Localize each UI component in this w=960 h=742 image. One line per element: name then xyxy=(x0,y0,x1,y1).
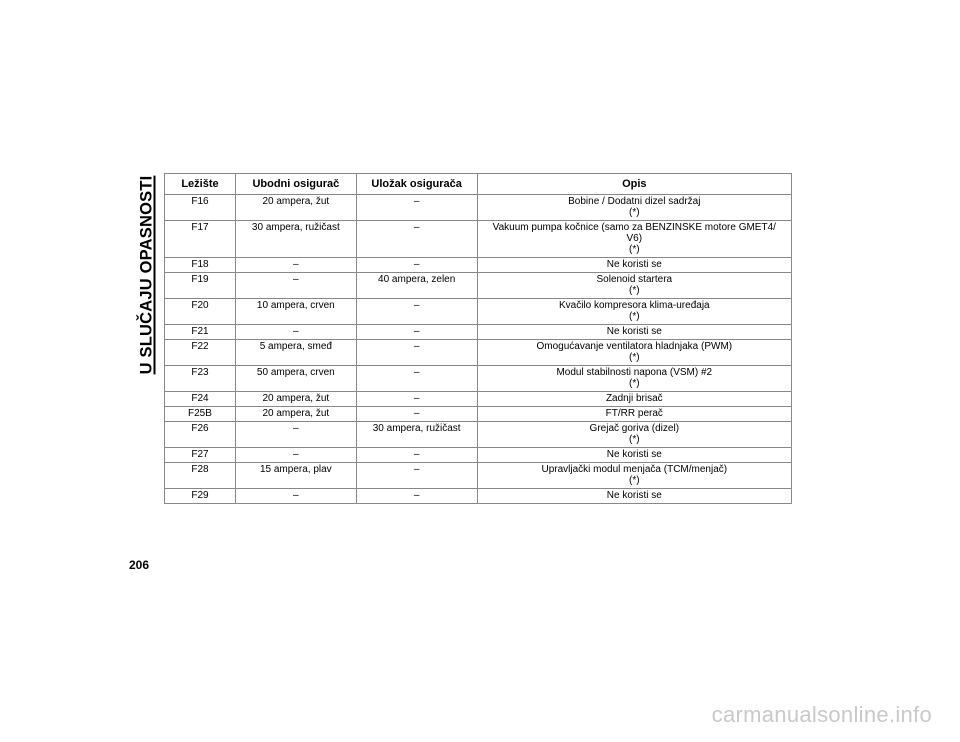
cell-description xyxy=(477,489,791,504)
description-line: Ne koristi se xyxy=(606,490,662,501)
cell-blade-fuse: – xyxy=(235,448,356,463)
page-number: 206 xyxy=(129,558,150,572)
description-line: (*) xyxy=(629,352,640,363)
table-row xyxy=(165,340,792,366)
table-row xyxy=(165,489,792,504)
cell-cartridge-fuse: – xyxy=(356,463,477,489)
table-row xyxy=(165,299,792,325)
cell-cartridge-fuse: – xyxy=(356,407,477,422)
watermark: carmanualsonline.info xyxy=(711,702,932,727)
cell-blade-fuse: – xyxy=(235,258,356,273)
description-line: Solenoid startera xyxy=(596,274,673,285)
table-row xyxy=(165,366,792,392)
cell-blade-fuse: 15 ampera, plav xyxy=(235,463,356,489)
description-line: (*) xyxy=(629,244,640,255)
cell-description xyxy=(477,448,791,463)
cell-cartridge-fuse: – xyxy=(356,258,477,273)
table-row xyxy=(165,392,792,407)
header-slot: Ležište xyxy=(165,174,236,195)
cell-blade-fuse: 20 ampera, žut xyxy=(235,407,356,422)
cell-blade-fuse: 20 ampera, žut xyxy=(235,392,356,407)
section-title xyxy=(138,172,156,378)
cell-slot: F26 xyxy=(165,422,236,448)
description-line: (*) xyxy=(629,378,640,389)
cell-cartridge-fuse: – xyxy=(356,299,477,325)
description-line: Ne koristi se xyxy=(606,259,662,270)
description-line: V6) xyxy=(626,233,643,244)
cell-cartridge-fuse: – xyxy=(356,366,477,392)
cell-blade-fuse: 10 ampera, crven xyxy=(235,299,356,325)
cell-slot: F20 xyxy=(165,299,236,325)
cell-slot: F28 xyxy=(165,463,236,489)
cell-description xyxy=(477,195,791,221)
cell-description xyxy=(477,221,791,258)
cell-description xyxy=(477,463,791,489)
table-row xyxy=(165,258,792,273)
cell-slot: F17 xyxy=(165,221,236,258)
cell-blade-fuse: – xyxy=(235,489,356,504)
cell-description xyxy=(477,299,791,325)
cell-blade-fuse: – xyxy=(235,422,356,448)
description-line: (*) xyxy=(629,475,640,486)
cell-description xyxy=(477,422,791,448)
cell-description xyxy=(477,407,791,422)
description-line: Ne koristi se xyxy=(606,326,662,337)
cell-cartridge-fuse: 30 ampera, ružičast xyxy=(356,422,477,448)
header-blade-fuse: Ubodni osigurač xyxy=(235,174,356,195)
cell-blade-fuse: 20 ampera, žut xyxy=(235,195,356,221)
cell-cartridge-fuse: 40 ampera, zelen xyxy=(356,273,477,299)
cell-cartridge-fuse: – xyxy=(356,448,477,463)
cell-description xyxy=(477,392,791,407)
fuse-table xyxy=(164,173,792,504)
description-line: Modul stabilnosti napona (VSM) #2 xyxy=(556,367,713,378)
cell-slot: F21 xyxy=(165,325,236,340)
cell-description xyxy=(477,366,791,392)
description-line: Zadnji brisač xyxy=(605,393,663,404)
section-title-text: U SLUČAJU OPASNOSTI xyxy=(137,175,156,375)
header-description: Opis xyxy=(477,174,791,195)
cell-slot: F18 xyxy=(165,258,236,273)
description-line: Ne koristi se xyxy=(606,449,662,460)
description-line: FT/RR perač xyxy=(605,408,663,419)
cell-description xyxy=(477,325,791,340)
description-line: (*) xyxy=(629,311,640,322)
cell-cartridge-fuse: – xyxy=(356,489,477,504)
cell-slot: F27 xyxy=(165,448,236,463)
cell-slot: F22 xyxy=(165,340,236,366)
cell-blade-fuse: 30 ampera, ružičast xyxy=(235,221,356,258)
table-row xyxy=(165,422,792,448)
table-row xyxy=(165,273,792,299)
cell-slot: F16 xyxy=(165,195,236,221)
description-line: Vakuum pumpa kočnice (samo za BENZINSKE motore GMET4/ xyxy=(492,222,776,233)
cell-description xyxy=(477,258,791,273)
description-line: (*) xyxy=(629,285,640,296)
cell-cartridge-fuse: – xyxy=(356,392,477,407)
table-row xyxy=(165,221,792,258)
table-row xyxy=(165,325,792,340)
table-header-row xyxy=(165,174,792,195)
cell-slot: F25B xyxy=(165,407,236,422)
cell-description xyxy=(477,273,791,299)
table-row xyxy=(165,463,792,489)
description-line: (*) xyxy=(629,207,640,218)
cell-slot: F19 xyxy=(165,273,236,299)
description-line: Kvačilo kompresora klima-uređaja xyxy=(558,300,710,311)
description-line: (*) xyxy=(629,434,640,445)
description-line: Upravljački modul menjača (TCM/menjač) xyxy=(541,464,728,475)
cell-cartridge-fuse: – xyxy=(356,221,477,258)
cell-slot: F24 xyxy=(165,392,236,407)
table-row xyxy=(165,195,792,221)
cell-slot: F23 xyxy=(165,366,236,392)
cell-blade-fuse: 5 ampera, smeđ xyxy=(235,340,356,366)
description-line: Bobine / Dodatni dizel sadržaj xyxy=(568,196,701,207)
description-line: Omogućavanje ventilatora hladnjaka (PWM) xyxy=(536,341,733,352)
table-row xyxy=(165,407,792,422)
table-row xyxy=(165,448,792,463)
cell-description xyxy=(477,340,791,366)
cell-blade-fuse: 50 ampera, crven xyxy=(235,366,356,392)
cell-cartridge-fuse: – xyxy=(356,195,477,221)
cell-slot: F29 xyxy=(165,489,236,504)
cell-blade-fuse: – xyxy=(235,273,356,299)
header-cartridge-fuse: Uložak osigurača xyxy=(356,174,477,195)
cell-cartridge-fuse: – xyxy=(356,325,477,340)
description-line: Grejač goriva (dizel) xyxy=(589,423,680,434)
cell-cartridge-fuse: – xyxy=(356,340,477,366)
table-body xyxy=(165,195,792,504)
cell-blade-fuse: – xyxy=(235,325,356,340)
